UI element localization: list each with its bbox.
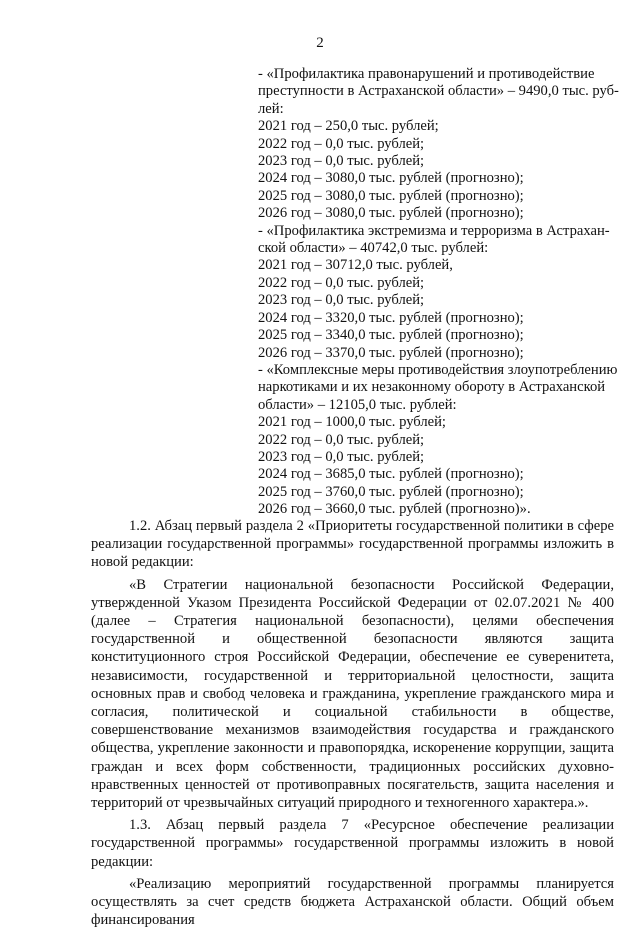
funding-title-line: - «Профилактика правонарушений и противодействие [258, 66, 595, 82]
funding-block [258, 223, 614, 362]
funding-year-line: 2025 год – 3760,0 тыс. рублей (прогнозно); [258, 483, 524, 500]
funding-year-line: 2025 год – 3340,0 тыс. рублей (прогнозно); [258, 327, 524, 344]
funding-year-line: 2024 год – 3685,0 тыс. рублей (прогнозно); [258, 466, 524, 483]
funding-year-line: 2024 год – 3080,0 тыс. рублей (прогнозно); [258, 170, 524, 187]
funding-block [258, 361, 618, 519]
funding-year-line: 2026 год – 3660,0 тыс. рублей (прогнозно)». [258, 501, 531, 518]
funding-title-line: лей: [258, 100, 284, 117]
funding-year-line: 2025 год – 3080,0 тыс. рублей (прогнозно); [258, 187, 524, 204]
funding-title-line: ской области» – 40742,0 тыс. рублей: [258, 240, 489, 257]
funding-block [258, 66, 619, 223]
paragraph-1-2: 1.2. Абзац первый раздела 2 «Приоритеты государственной политики в сфере реализации государственной программы» государственной программы изложить в новой редакции: [91, 518, 614, 571]
funding-year-line: 2022 год – 0,0 тыс. рублей; [258, 135, 425, 152]
funding-year-line: 2021 год – 250,0 тыс. рублей; [258, 118, 439, 135]
funding-year-line: 2023 год – 0,0 тыс. рублей; [258, 292, 425, 309]
paragraph-funding-quote: «Реализацию мероприятий государственной программы планируется осуществлять за счет средств бюджета Астраханской области. Общий объем финансирования [91, 875, 614, 929]
funding-year-line: 2021 год – 1000,0 тыс. рублей; [258, 414, 446, 431]
funding-title-line: преступности в Астраханской области» – 9490,0 тыс. руб- [258, 83, 619, 100]
funding-title-line: - «Комплексные меры противодействия злоупотреблению [258, 361, 618, 378]
funding-year-line: 2026 год – 3080,0 тыс. рублей (прогнозно); [258, 205, 524, 222]
funding-year-line: 2023 год – 0,0 тыс. рублей; [258, 448, 425, 465]
funding-year-line: 2022 год – 0,0 тыс. рублей; [258, 274, 425, 291]
funding-year-line: 2021 год – 30712,0 тыс. рублей, [258, 257, 453, 274]
funding-title-line: наркотиками и их незаконному обороту в Астраханской [258, 379, 606, 396]
funding-list [258, 66, 619, 519]
funding-year-line: 2023 год – 0,0 тыс. рублей; [258, 153, 425, 170]
funding-year-line: 2026 год – 3370,0 тыс. рублей (прогнозно); [258, 344, 524, 361]
page-number: 2 [316, 35, 324, 51]
paragraph-strategy-quote: «В Стратегии национальной безопасности Российской Федерации, утвержденной Указом Президента Российской Федерации от 02.07.2021 № 400 (далее – Стратегия национальной безопасности), целями обеспечения государственной и общественной безопасности являются защита конституционного строя Российской Федерации, обеспечение ее суверенитета, независимости, государственной и территориальной целостности, защита основных прав и свобод человека и гражданина, укрепление гражданского мира и согласия, политической и социальной стабильности в обществе, совершенствование механизмов взаимодействия государства и гражданского общества, укрепление законности и правопорядка, искоренение коррупции, защита граждан и всех форм собственности, традиционных российских духовно-нравственных ценностей от противоправных посягательств, защита населения и территорий от чрезвычайных ситуаций природного и техногенного характера.». [91, 576, 614, 812]
funding-title-line: - «Профилактика экстремизма и терроризма в Астрахан- [258, 222, 610, 239]
paragraph-1-3: 1.3. Абзац первый раздела 7 «Ресурсное обеспечение реализации государственной программы» государственной программы изложить в новой редакции: [91, 817, 614, 870]
funding-year-line: 2022 год – 0,0 тыс. рублей; [258, 431, 425, 448]
funding-year-line: 2024 год – 3320,0 тыс. рублей (прогнозно); [258, 309, 524, 326]
funding-title-line: области» – 12105,0 тыс. рублей: [258, 396, 457, 413]
document-body [91, 517, 614, 929]
